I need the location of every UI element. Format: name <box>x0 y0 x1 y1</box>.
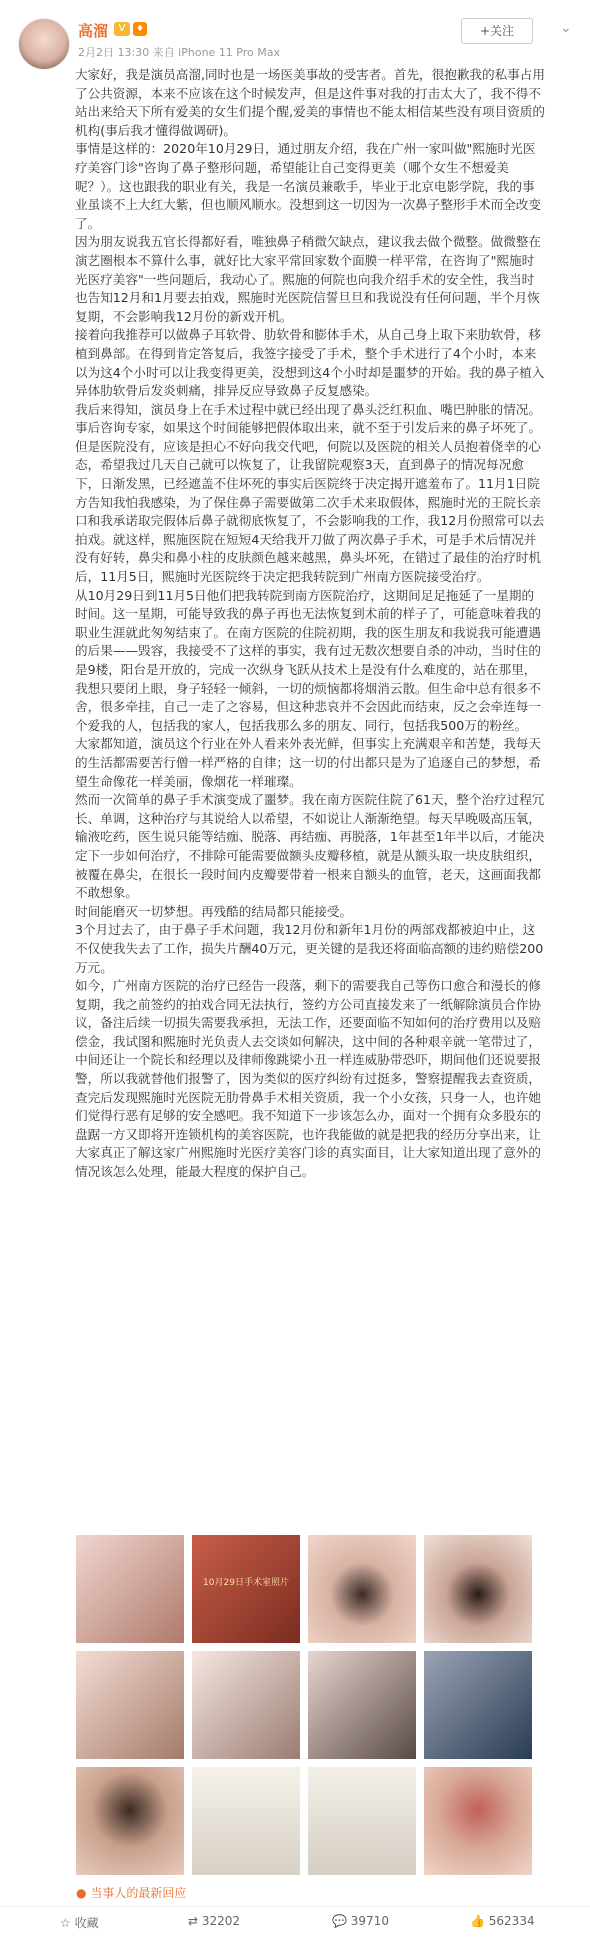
photo-thumbnail[interactable] <box>76 1767 184 1875</box>
paragraph: 时间能磨灭一切梦想。再残酷的结局都只能接受。 <box>75 903 353 919</box>
photo-thumbnail[interactable] <box>76 1651 184 1759</box>
photo-thumbnail[interactable] <box>308 1767 416 1875</box>
photo-thumbnail[interactable] <box>424 1767 532 1875</box>
photo-thumbnail[interactable] <box>308 1651 416 1759</box>
verified-badge-icon: V <box>114 22 130 36</box>
comment-icon: 💬 <box>332 1914 347 1928</box>
paragraph: 接着向我推荐可以做鼻子耳软骨、肋软骨和膨体手术，从自己身上取下来肋软骨，移植到鼻部。在得到肯定答复后，我签字接受了手术，整个手术进行了4个小时，本来以为这4个小时可以让我变得更美，没想到这4个小时却是噩梦的开始。我的鼻子植入异体肋软骨后发炎刺痛，排异反应导致鼻子反复感染。 <box>75 327 545 399</box>
paragraph: 从10月29日到11月5日他们把我转院到南方医院治疗，这期间足足拖延了一星期的时间。这一星期，可能导致我的鼻子再也无法恢复到术前的样子了，可能意味着我的职业生涯就此匆匆结束了。在南方医院的住院初期，我的医生朋友和我说我可能遭遇的后果——毁容，我接受不了这样的事实，我有过无数次想要自杀的冲动，当时住的是9楼，阳台是开放的，完成一次纵身飞跃从技术上是没有什么难度的，站在那里，我想只要闭上眼，身子轻轻一倾斜，一切的烦恼都将烟消云散。但生命中总有很多不舍，很多牵挂，自己一走了之容易，但这种悲哀并不会因此而结束，反之会牵连每一个爱我的人，包括我的家人，包括我那么多的朋友、同行，包括我500万的粉丝。 <box>75 587 541 733</box>
paragraph: 如今，广州南方医院的治疗已经告一段落，剩下的需要我自己等伤口愈合和漫长的修复期，我之前签约的拍戏合同无法执行，签约方公司直接发来了一纸解除演员合作协议，备注后续一切损失需要我承担，无法工作，还要面临不知如何的治疗费用以及赔偿金，我试图和熙施时光负责人去交谈如何解决，这中间的各种艰辛就一笔带过了，中间还让一个院长和经理以及律师像跳梁小丑一样连威胁带恐吓，期间他们还说要报警，所以我就替他们报警了，因为类似的医疗纠纷有过挺多，警察提醒我去查资质，查完后发现熙施时光医院无肋骨鼻手术相关资质，我一个小女孩，只身一人，也许她们觉得行恶有足够的安全感吧。我不知道下一步该怎么办，面对一个拥有众多股东的盘踞一方又即将开连锁机构的美容医院，也许我能做的就是把我的经历分享出来，让大家真正了解这家广州熙施时光医疗美容门诊的真实面目，让大家知道出现了意外的情况该怎么处理，能最大程度的保护自己。 <box>75 978 541 1180</box>
photo-thumbnail[interactable] <box>424 1535 532 1643</box>
paragraph: 3个月过去了，由于鼻子手术问题，我12月份和新年1月份的两部戏都被迫中止，这不仅使我失去了工作，损失片酬40万元，更关键的是我还将面临高额的违约赔偿200万元。 <box>75 922 544 975</box>
repost-button[interactable]: ⇄ 32202 <box>188 1914 241 1928</box>
like-button[interactable]: 👍 562334 <box>470 1914 535 1928</box>
paragraph: 我后来得知，演员身上在手术过程中就已经出现了鼻头泛红积血、嘴巴肿胀的情况。事后咨询专家，如果这个时间能够把假体取出来，就不至于引发后来的鼻子坏死了。但是医院没有，应该是担心不好向我交代吧，何院以及医院的相关人员抱着侥幸的心态，希望我过几天自己就可以恢复了，让我留院观察3天，直到鼻子的情况每况愈下，日渐发黑，已经遮盖不住坏死的事实后医院终于决定揭开遮羞布了。11月1日院方告知我怕我感染，为了保住鼻子需要做第二次手术来取假体，熙施时光的王院长亲口和我承诺取完假体后鼻子就彻底恢复了，不会影响我的工作，我12月份照常可以去拍戏。就这样，熙施医院在短短4天给我开刀做了两次鼻子手术，可是手术后情况并没有好转，鼻尖和鼻小柱的皮肤颜色越来越黑，鼻头坏死，在错过了最佳的治疗时机后，11月5日，熙施时光医院终于决定把我转院到广州南方医院接受治疗。 <box>75 401 545 585</box>
paragraph: 事情是这样的：2020年10月29日，通过朋友介绍，我在广州一家叫做"熙施时光医疗美容门诊"咨询了鼻子整形问题，希望能让自己变得更美（哪个女生不想爱美呢？）。这也跟我的职业有关，我是一名演员兼歌手，毕业于北京电影学院，我的事业虽谈不上大红大紫，但也顺风顺水。没想到这一切因为一次鼻子整形手术而全改变了。 <box>75 141 541 231</box>
comment-button[interactable]: 💬 39710 <box>332 1914 389 1928</box>
paragraph: 然而一次简单的鼻子手术演变成了噩梦。我在南方医院住院了61天，整个治疗过程冗长、单调，这种治疗与其说给人以希望，不如说让人渐渐绝望。每天早晚吸高压氧，输液吃药，医生说只能等结痂、脱落、再结痂、再脱落，1年甚至1年半以后，才能决定下一步如何治疗，不排除可能需要做额头皮瓣移植，就是从额头取一块皮肤组织，被覆在鼻尖，在很长一段时间内皮瓣要带着一根来自额头的血管，老天，这画面我都不敢想象。 <box>75 792 545 901</box>
chevron-down-icon[interactable]: ⌄ <box>560 20 572 36</box>
photo-thumbnail[interactable] <box>424 1651 532 1759</box>
photo-thumbnail[interactable] <box>76 1535 184 1643</box>
follow-button[interactable]: +关注 <box>461 18 533 44</box>
username[interactable]: 高溜 <box>78 22 109 40</box>
location-pin-icon: ● <box>76 1886 87 1900</box>
avatar[interactable] <box>18 18 70 70</box>
action-bar <box>0 1906 590 1937</box>
star-icon: ☆ <box>60 1916 71 1930</box>
photo-thumbnail[interactable] <box>308 1535 416 1643</box>
latest-update-label: 当事人的最新回应 <box>90 1886 187 1900</box>
vip-badge-icon: ♦ <box>133 22 147 36</box>
repost-icon: ⇄ <box>188 1914 199 1928</box>
paragraph: 因为朋友说我五官长得都好看，唯独鼻子稍微欠缺点，建议我去做个微整。做微整在演艺圈根本不算什么事，就好比大家平常回家数个面膜一样平常，在咨询了"熙施时光医疗美容"一些问题后，我动心了。熙施的何院也向我介绍手术的安全性，我当时也告知12月和1月要去拍戏，熙施时光医院信誓旦旦和我说没有任何问题，半个月恢复期，不会影响我12月份的新戏开机。 <box>75 234 541 324</box>
paragraph: 大家好，我是演员高溜,同时也是一场医美事故的受害者。首先，很抱歉我的私事占用了公共资源，本来不应该在这个时候发声，但是这件事对我的打击太大了，我不得不站出来给天下所有爱美的女生们提个醒,爱美的事情也不能太相信某些没有项目资质的机构(事后我才懂得做调研)。 <box>75 67 545 138</box>
favorite-button[interactable]: ☆ 收藏 <box>60 1916 99 1930</box>
thumbs-up-icon: 👍 <box>470 1914 485 1928</box>
photo-thumbnail[interactable] <box>192 1767 300 1875</box>
photo-thumbnail[interactable]: 10月29日手术室照片 <box>192 1535 300 1643</box>
paragraph: 大家都知道，演员这个行业在外人看来外表光鲜，但事实上充满艰辛和苦楚，我每天的生活都需要苦行僧一样严格的自律；这一切的付出都只是为了追逐自己的梦想，希望生命像花一样美丽，像烟花一样璀璨。 <box>75 736 541 789</box>
photo-thumbnail[interactable] <box>192 1651 300 1759</box>
post-meta: 2月2日 13:30 来自 iPhone 11 Pro Max <box>78 46 280 59</box>
latest-update-link[interactable] <box>76 1884 186 1901</box>
post-body <box>75 66 545 1182</box>
post-header <box>0 0 590 62</box>
